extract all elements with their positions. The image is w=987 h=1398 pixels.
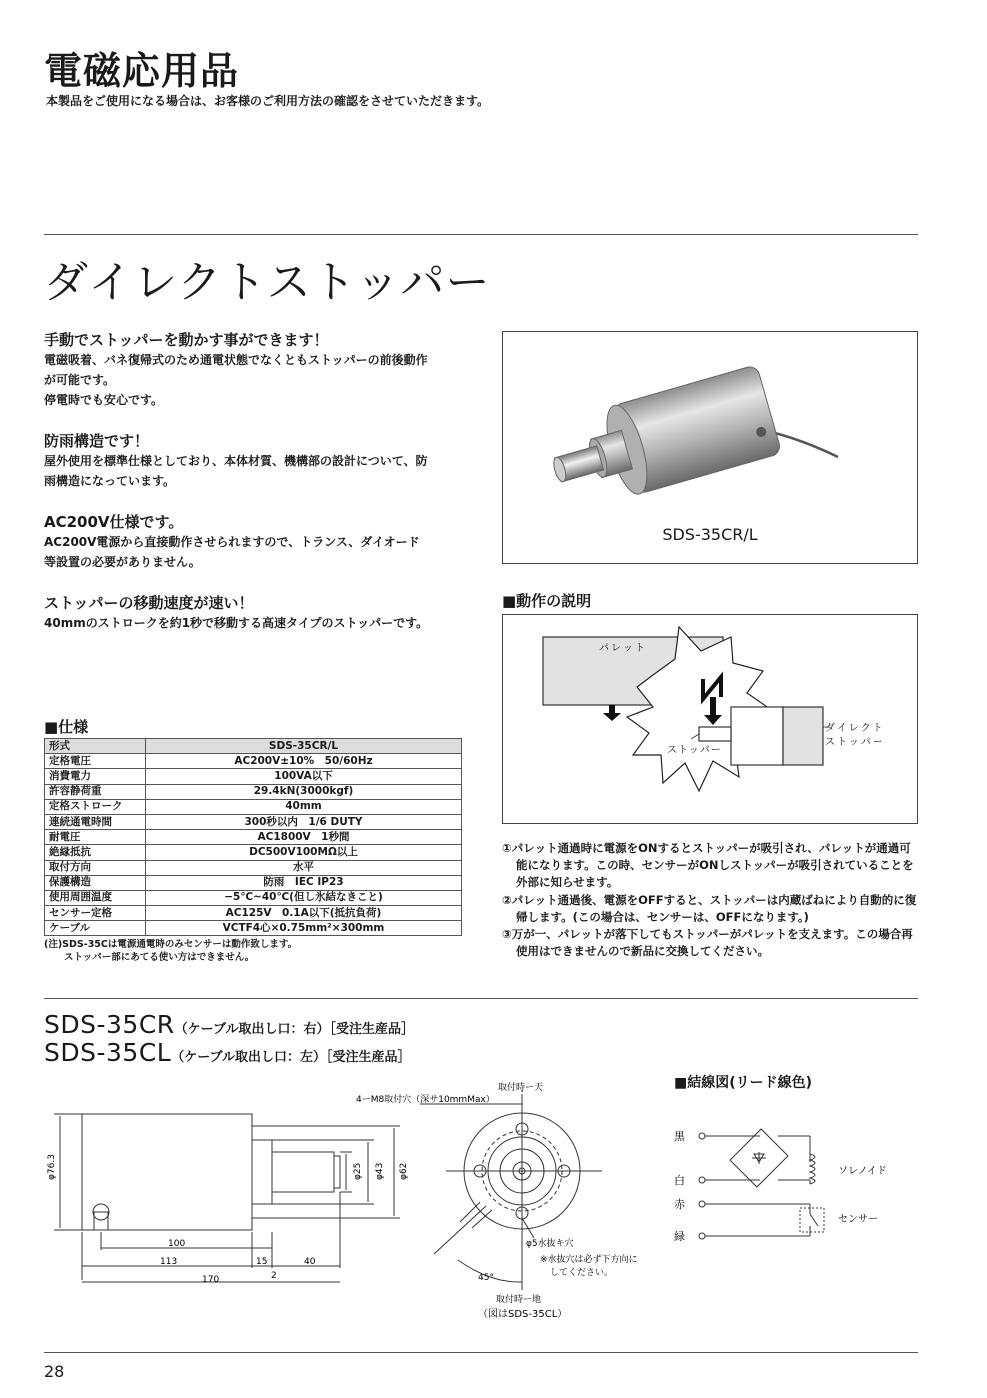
spec-key: 形式 xyxy=(45,739,146,754)
feature-line: 40mmのストロークを約1秒で移動する高速タイプのストッパーです。 xyxy=(44,616,429,630)
spec-row xyxy=(45,921,462,936)
spec-row xyxy=(45,754,462,769)
wiring-heading: ■結線図(リード線色) xyxy=(674,1075,813,1091)
dim-dia-62: φ62 xyxy=(399,1162,409,1180)
wire-green-label: 緑 xyxy=(674,1230,685,1243)
drain-note-2: してください。 xyxy=(550,1268,614,1278)
dim-113: 113 xyxy=(160,1257,178,1267)
operation-steps xyxy=(502,840,920,960)
model-cl xyxy=(44,1038,411,1067)
spec-row xyxy=(45,845,462,860)
spec-note-2: ストッパー部にあてる使い方はできません。 xyxy=(64,952,255,963)
wire-red-label: 赤 xyxy=(674,1198,685,1211)
dim-170: 170 xyxy=(202,1275,220,1285)
spec-row xyxy=(45,769,462,784)
side-view-drawing xyxy=(40,1100,420,1300)
label-direct-stopper-2: ストッパー xyxy=(825,737,885,748)
usage-notice: 本製品をご使用になる場合は、お客様のご利用方法の確認をさせていただきます。 xyxy=(46,94,490,108)
spec-value: 300秒以内 1/6 DUTY xyxy=(146,814,462,829)
spec-row xyxy=(45,860,462,875)
category-title: 電磁応用品 xyxy=(44,49,240,93)
spec-row xyxy=(45,875,462,890)
spec-row xyxy=(45,784,462,799)
spec-value: AC200V±10% 50/60Hz xyxy=(146,754,462,769)
mount-holes-label: 4ーM8取付穴（深サ10mmMax） xyxy=(356,1095,495,1105)
model-desc: （ケーブル取出し口：右）［受注生産品］ xyxy=(174,1022,414,1037)
spec-row xyxy=(45,799,462,814)
operation-heading: ■動作の説明 xyxy=(502,592,592,610)
spec-row xyxy=(45,906,462,921)
feature-3 xyxy=(44,511,484,572)
spec-value: SDS-35CR/L xyxy=(146,739,462,754)
drain-note-1: ※水抜穴は必ず下方向に xyxy=(540,1255,638,1265)
model-desc: （ケーブル取出し口：左）［受注生産品］ xyxy=(171,1050,411,1065)
feature-line: 雨構造になっています。 xyxy=(44,474,176,488)
spec-value: AC1800V 1秒間 xyxy=(146,830,462,845)
wire-black-label: 黒 xyxy=(674,1130,685,1143)
sensor-label: センサー xyxy=(838,1214,878,1225)
feature-title: 手動でストッパーを動かす事ができます！ xyxy=(44,331,329,349)
wiring-diagram xyxy=(670,1118,920,1258)
top-rule xyxy=(44,234,918,235)
spec-value: 100VA以下 xyxy=(146,769,462,784)
spec-value: DC500V100MΩ以上 xyxy=(146,845,462,860)
spec-key: センサー定格 xyxy=(45,906,146,921)
spec-row xyxy=(45,814,462,829)
spec-key: 定格電圧 xyxy=(45,754,146,769)
product-title: ダイレクトストッパー xyxy=(44,257,491,308)
dim-15: 15 xyxy=(256,1257,268,1267)
figure-note: （図はSDS-35CL） xyxy=(478,1309,568,1320)
feature-title: ストッパーの移動速度が速い！ xyxy=(44,594,254,612)
drain-hole-label: φ5水抜キ穴 xyxy=(526,1239,574,1249)
spec-value: VCTF4心×0.75mm²×300mm xyxy=(146,921,462,936)
spec-key: 消費電力 xyxy=(45,769,146,784)
feature-list xyxy=(44,329,484,633)
spec-row xyxy=(45,739,462,754)
wire-white-label: 白 xyxy=(674,1174,685,1187)
spec-row xyxy=(45,830,462,845)
angle-label: 45° xyxy=(478,1273,494,1283)
spec-key: 定格ストローク xyxy=(45,799,146,814)
dim-body-dia: φ76.3 xyxy=(47,1154,57,1180)
feature-line: AC200V電源から直接動作させられますので、トランス、ダイオード xyxy=(44,535,420,549)
feature-line: 屋外使用を標準仕様としており、本体材質、機構部の設計について、防 xyxy=(44,454,428,468)
spec-key: 使用周囲温度 xyxy=(45,890,146,905)
spec-value: 29.4kN(3000kgf) xyxy=(146,784,462,799)
dim-2: 2 xyxy=(271,1271,277,1281)
spec-value: AC125V 0.1A以下(抵抗負荷) xyxy=(146,906,462,921)
label-direct-stopper-1: ダイレクト xyxy=(825,723,885,734)
dim-dia-25: φ25 xyxy=(353,1162,363,1180)
feature-title: AC200V仕様です。 xyxy=(44,513,184,531)
spec-key: ケーブル xyxy=(45,921,146,936)
spec-note-1: (注)SDS-35Cは電源通電時のみセンサーは動作致します。 xyxy=(44,939,298,950)
model-cr xyxy=(44,1010,414,1039)
spec-row xyxy=(45,890,462,905)
label-pallet: パレット xyxy=(599,643,647,654)
feature-4 xyxy=(44,592,484,633)
page-number: 28 xyxy=(44,1362,65,1381)
operation-step-2: ②パレット通過後、電源をOFFすると、ストッパーは内蔵ばねにより自動的に復帰します。(この場合は、センサーは、OFFになります。) xyxy=(502,892,917,924)
spec-table xyxy=(44,738,462,936)
model-name: SDS-35CL xyxy=(44,1038,172,1067)
solenoid-label: ソレノイド xyxy=(838,1166,887,1177)
bottom-rule xyxy=(44,1352,918,1353)
operation-diagram-box xyxy=(502,614,918,824)
product-photo-box xyxy=(502,331,918,564)
feature-line: が可能です。 xyxy=(44,373,116,387)
spec-value: 防雨 IEC IP23 xyxy=(146,875,462,890)
photo-caption: SDS-35CR/L xyxy=(662,525,758,544)
operation-step-1: ①パレット通過時に電源をONするとストッパーが吸引され、パレットが通過可能になります。この時、センサーがONしストッパーが吸引されていることを外部に知らせます。 xyxy=(502,841,914,890)
mount-top-label: 取付時ー天 xyxy=(498,1083,544,1093)
mount-bottom-label: 取付時ー地 xyxy=(496,1295,542,1305)
product-photo-illustration xyxy=(503,332,917,532)
spec-heading: ■仕様 xyxy=(44,718,89,736)
spec-key: 取付方向 xyxy=(45,860,146,875)
spec-key: 許容静荷重 xyxy=(45,784,146,799)
dim-dia-43: φ43 xyxy=(375,1162,385,1180)
spec-key: 耐電圧 xyxy=(45,830,146,845)
spec-value: −5℃~40℃(但し氷結なきこと) xyxy=(146,890,462,905)
feature-title: 防雨構造です！ xyxy=(44,432,150,450)
spec-value: 水平 xyxy=(146,860,462,875)
label-stopper: ストッパー xyxy=(667,745,722,756)
feature-line: 等設置の必要がありません。 xyxy=(44,555,201,569)
middle-rule xyxy=(44,998,918,999)
spec-key: 絶縁抵抗 xyxy=(45,845,146,860)
spec-value: 40mm xyxy=(146,799,462,814)
feature-line: 電磁吸着、バネ復帰式のため通電状態でなくともストッパーの前後動作 xyxy=(44,353,428,367)
dim-100: 100 xyxy=(168,1239,186,1249)
feature-2 xyxy=(44,430,484,491)
feature-1 xyxy=(44,329,484,410)
operation-step-3: ③万が一、パレットが落下してもストッパーがパレットを支えます。この場合再使用はできませんので新品に交換してください。 xyxy=(502,927,913,959)
spec-key: 保護構造 xyxy=(45,875,146,890)
dim-40: 40 xyxy=(304,1257,316,1267)
model-name: SDS-35CR xyxy=(44,1010,175,1039)
feature-line: 停電時でも安心です。 xyxy=(44,393,164,407)
spec-key: 連続通電時間 xyxy=(45,814,146,829)
